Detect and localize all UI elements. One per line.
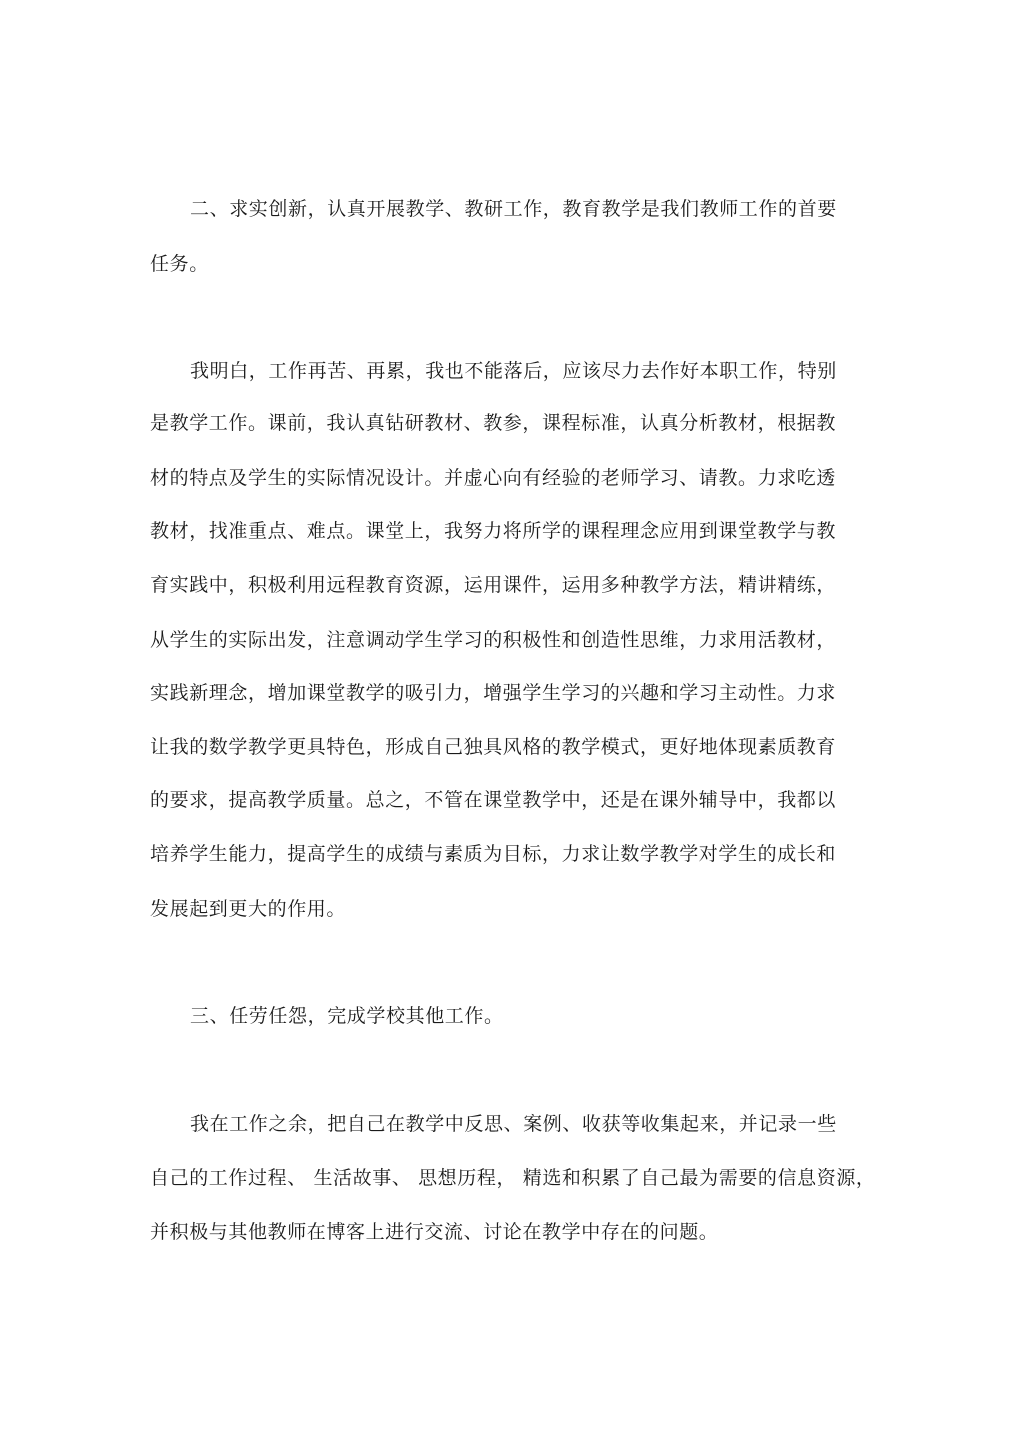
para1-line-9: 的要求，提高教学质量。总之，不管在课堂教学中，还是在课外辅导中，我都以 — [150, 789, 837, 811]
para1-line-8: 让我的数学教学更具特色，形成自己独具风格的教学模式，更好地体现素质教育 — [150, 736, 837, 758]
para1-line-6: 从学生的实际出发，注意调动学生学习的积极性和创造性思维，力求用活教材， — [150, 629, 837, 651]
section2-heading-line-2: 任务。 — [150, 253, 209, 275]
para1-line-1: 我明白，工作再苦、再累，我也不能落后，应该尽力去作好本职工作，特别 — [190, 360, 837, 382]
section3-heading: 三、任劳任怨，完成学校其他工作。 — [190, 1005, 504, 1027]
section2-heading-line-1: 二、求实创新，认真开展教学、教研工作，教育教学是我们教师工作的首要 — [190, 198, 837, 220]
para1-line-10: 培养学生能力，提高学生的成绩与素质为目标，力求让数学教学对学生的成长和 — [150, 843, 837, 865]
para1-line-7: 实践新理念，增加课堂教学的吸引力，增强学生学习的兴趣和学习主动性。力求 — [150, 682, 837, 704]
para1-line-3: 材的特点及学生的实际情况设计。并虚心向有经验的老师学习、请教。力求吃透 — [150, 467, 837, 489]
para2-line-1: 我在工作之余，把自己在教学中反思、案例、收获等收集起来，并记录一些 — [190, 1113, 837, 1135]
para1-line-2: 是教学工作。课前，我认真钻研教材、教参，课程标准，认真分析教材，根据教 — [150, 412, 837, 434]
para1-line-4: 教材，找准重点、难点。课堂上，我努力将所学的课程理念应用到课堂教学与教 — [150, 520, 837, 542]
para2-line-2: 自己的工作过程、 生活故事、 思想历程， 精选和积累了自己最为需要的信息资源， — [150, 1167, 876, 1189]
para1-line-11: 发展起到更大的作用。 — [150, 898, 347, 920]
para2-line-3: 并积极与其他教师在博客上进行交流、讨论在教学中存在的问题。 — [150, 1221, 719, 1243]
para1-line-5: 育实践中，积极利用远程教育资源，运用课件，运用多种教学方法，精讲精练， — [150, 574, 837, 596]
